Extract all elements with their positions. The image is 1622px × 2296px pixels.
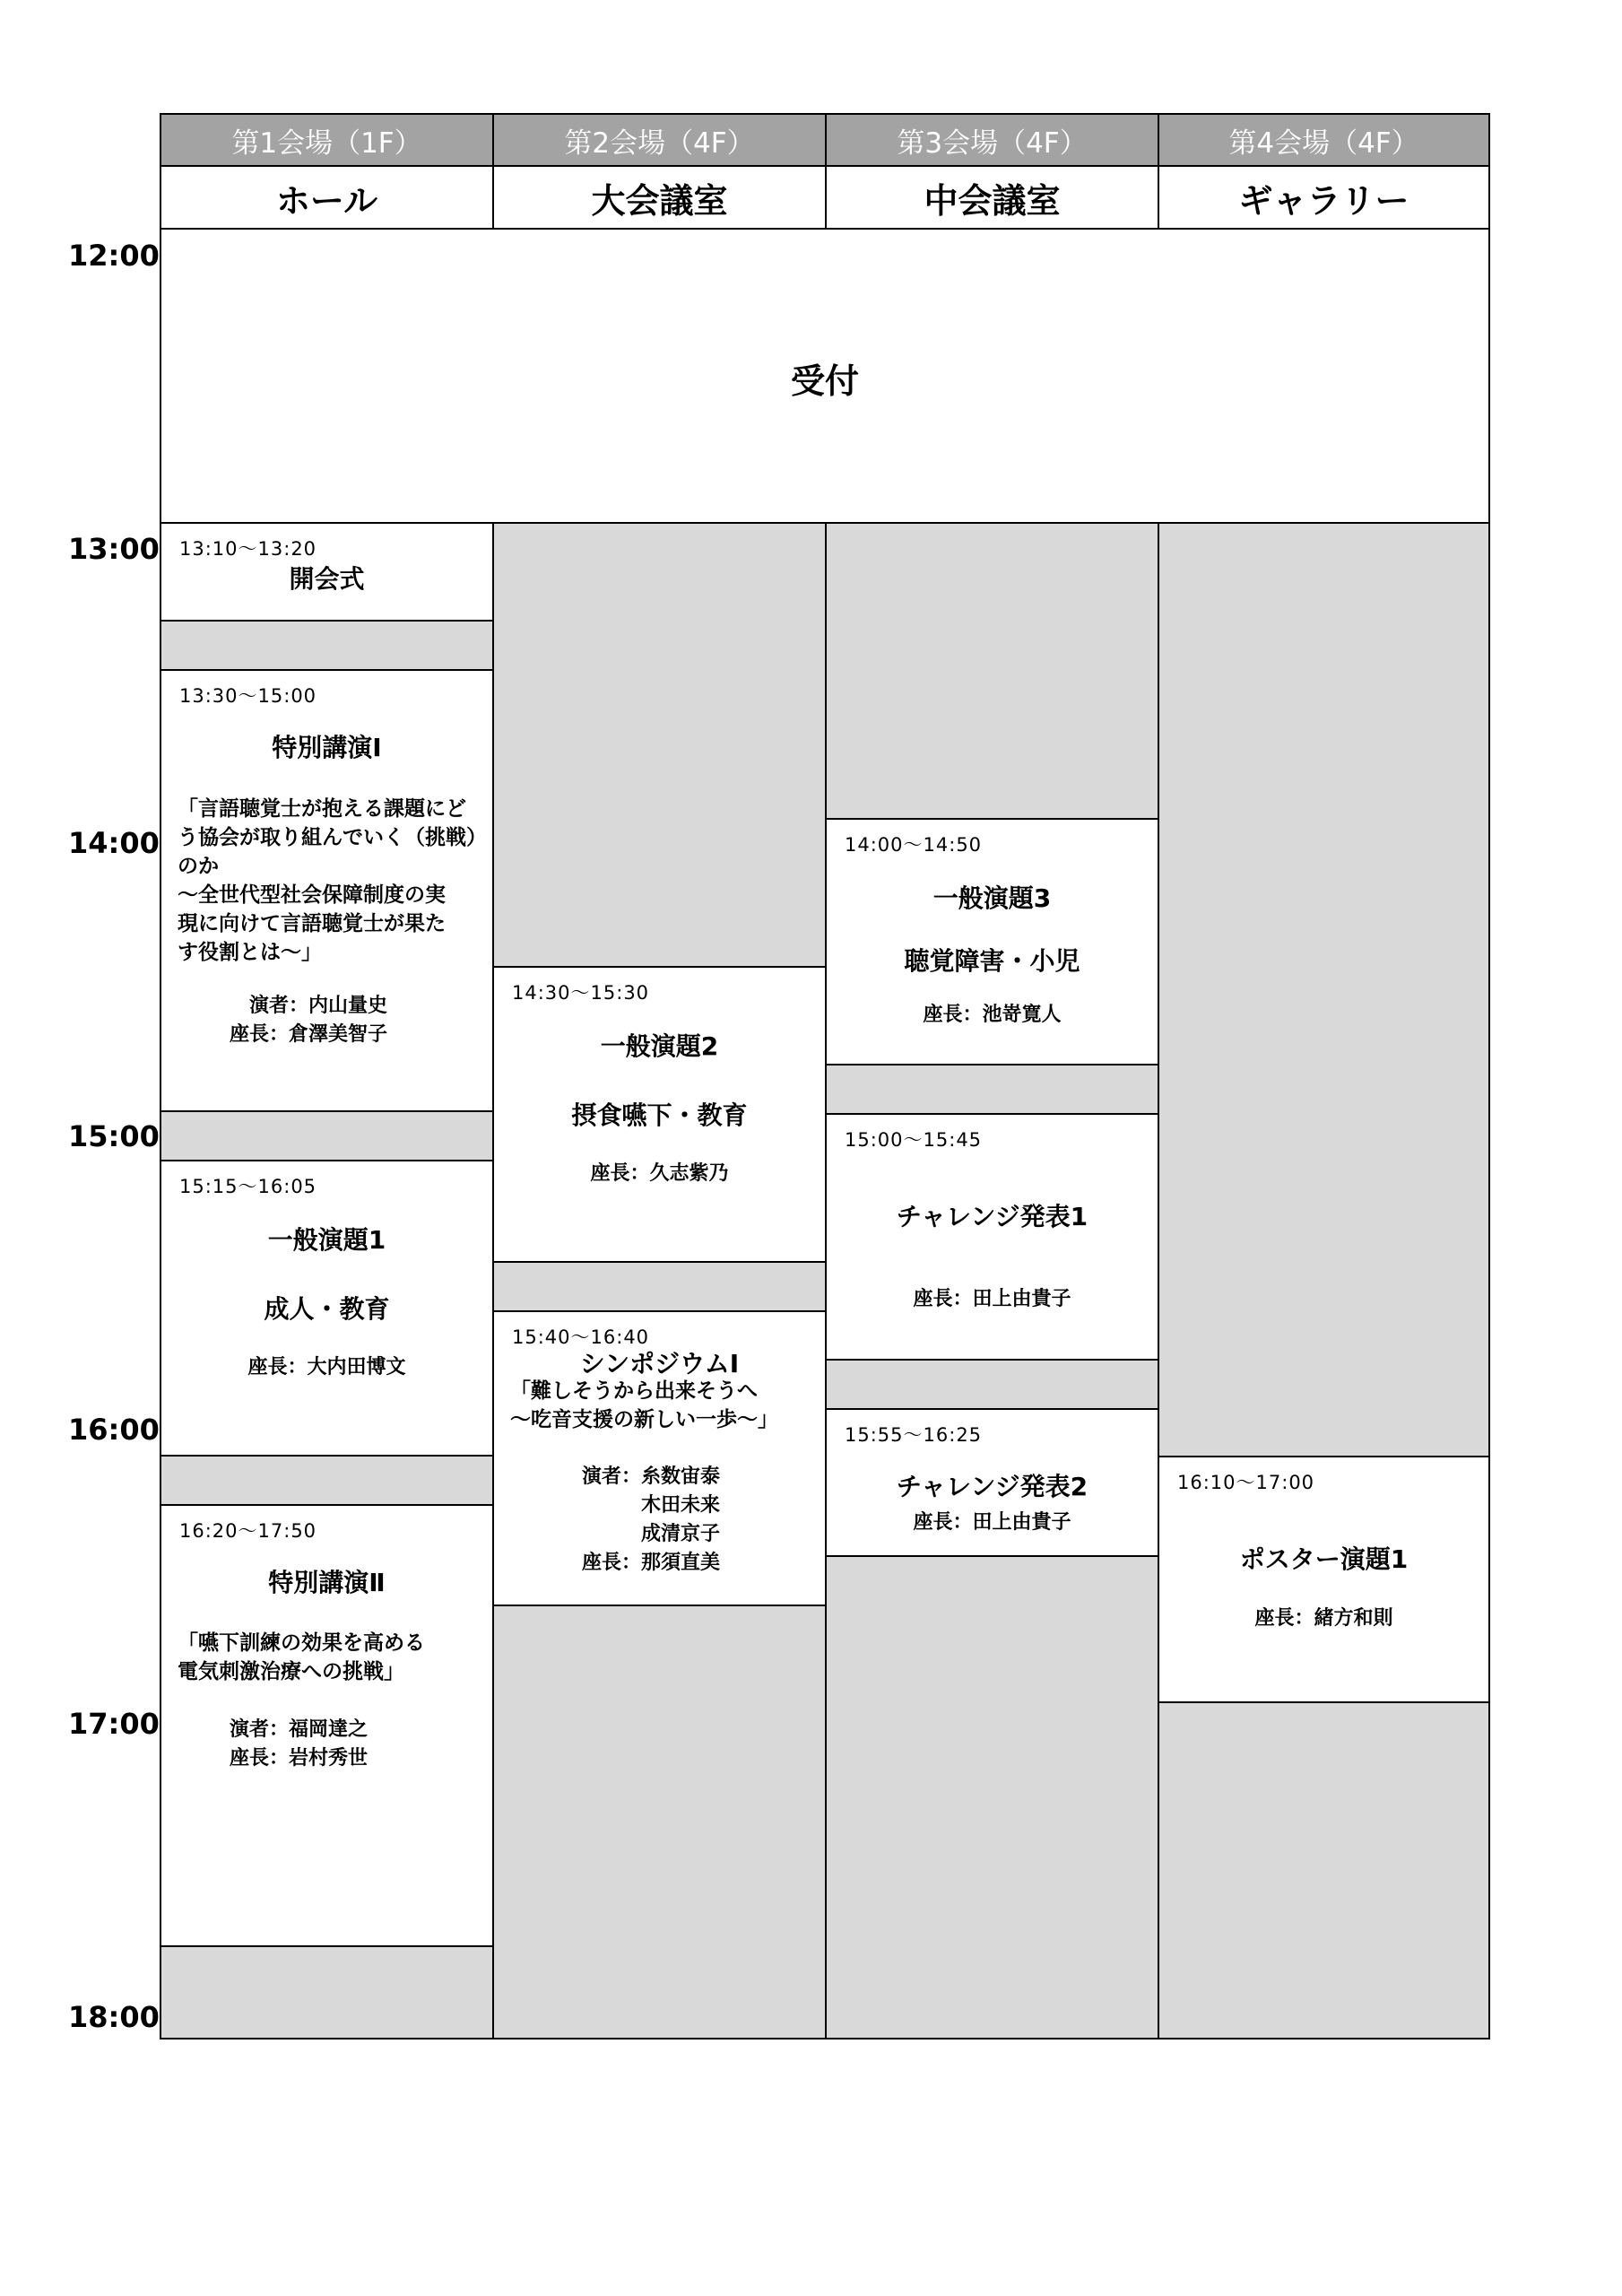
- speaker: 演者：福岡達之: [230, 1718, 369, 1741]
- session-time: 14:00〜14:50: [845, 834, 983, 856]
- session-description: [178, 795, 487, 967]
- break-block: [825, 1359, 1159, 1410]
- session-people: [230, 1716, 368, 1773]
- chair: 座長：大内田博文: [247, 1356, 406, 1378]
- session-general-3: [825, 818, 1159, 1065]
- session-time: 15:15〜16:05: [179, 1176, 317, 1197]
- break-block: [825, 1555, 1159, 2039]
- break-block: [492, 1261, 827, 1312]
- desc-line: 現に向けて言語聴覚士が果た: [178, 912, 446, 935]
- venue-room-3: 中会議室: [825, 165, 1159, 230]
- break-block: [1158, 522, 1490, 1457]
- session-time: 16:20〜17:50: [179, 1520, 317, 1542]
- session-title: チャレンジ発表2: [896, 1472, 1089, 1501]
- session-special-lecture-2: [160, 1504, 494, 1947]
- break-block: [492, 522, 827, 968]
- session-title: 特別講演Ⅱ: [268, 1568, 386, 1597]
- session-people: [582, 1463, 720, 1578]
- time-label-1700: 17:00: [68, 1707, 160, 1741]
- session-time: 15:40〜16:40: [512, 1326, 650, 1348]
- chair: 座長：倉澤美智子: [230, 1023, 388, 1046]
- session-opening: [160, 522, 494, 622]
- session-general-1: [160, 1160, 494, 1457]
- venue-floor-1: 第1会場（1F）: [160, 113, 494, 167]
- break-block: [492, 1605, 827, 2039]
- desc-line: す役割とは〜」: [178, 941, 322, 964]
- reception-label: 受付: [790, 361, 859, 401]
- speaker: 木田未来: [641, 1494, 721, 1517]
- session-general-2: [492, 966, 827, 1263]
- chair: 座長：岩村秀世: [230, 1747, 369, 1770]
- break-block: [1158, 1701, 1490, 2039]
- venue-room-4: ギャラリー: [1158, 165, 1490, 230]
- session-time: 15:55〜16:25: [845, 1424, 983, 1446]
- session-people: [230, 992, 387, 1049]
- venue-floor-2: 第2会場（4F）: [492, 113, 827, 167]
- desc-line: 「難しそうから出来そうへ: [510, 1379, 758, 1403]
- desc-line: 電気刺激治療への挑戦」: [178, 1660, 404, 1683]
- session-time: 14:30〜15:30: [512, 982, 650, 1004]
- session-special-lecture-1: [160, 669, 494, 1112]
- break-block: [160, 1455, 494, 1506]
- speaker: 成清京子: [641, 1523, 721, 1545]
- session-title: 特別講演Ⅰ: [272, 733, 382, 762]
- time-label-1200: 12:00: [68, 239, 160, 273]
- session-challenge-2: [825, 1408, 1159, 1557]
- desc-line: のか: [178, 855, 219, 878]
- session-subtitle: 摂食嚥下・教育: [571, 1100, 748, 1130]
- desc-line: 〜全世代型社会保障制度の実: [178, 883, 446, 907]
- session-time: 15:00〜15:45: [845, 1129, 983, 1151]
- chair: 座長：田上由貴子: [913, 1288, 1071, 1310]
- session-time: 16:10〜17:00: [1177, 1472, 1315, 1493]
- session-title: シンポジウムⅠ: [579, 1349, 740, 1378]
- session-subtitle: 聴覚障害・小児: [904, 946, 1080, 976]
- desc-line: う協会が取り組んでいく（挑戦）: [178, 826, 487, 849]
- desc-line: 〜吃音支援の新しい一歩〜」: [510, 1408, 778, 1431]
- session-description: [510, 1377, 816, 1434]
- chair: 座長：久志紫乃: [590, 1162, 729, 1185]
- break-block: [160, 1110, 494, 1161]
- chair: 座長：田上由貴子: [913, 1511, 1071, 1534]
- time-label-1600: 16:00: [68, 1413, 160, 1447]
- time-label-1400: 14:00: [68, 826, 160, 860]
- desc-line: 「嚥下訓練の効果を高める: [178, 1631, 425, 1655]
- chair: 座長：池嵜寛人: [923, 1004, 1062, 1026]
- venue-floor-4: 第4会場（4F）: [1158, 113, 1490, 167]
- time-label-1800: 18:00: [68, 2000, 160, 2034]
- speaker: 演者：糸数宙泰: [582, 1465, 721, 1488]
- session-title: 開会式: [289, 564, 365, 594]
- session-subtitle: 成人・教育: [264, 1294, 390, 1324]
- session-title: 一般演題3: [932, 883, 1052, 913]
- session-time: 13:30〜15:00: [179, 685, 317, 707]
- speaker: 演者：内山量史: [249, 995, 388, 1017]
- venue-room-1: ホール: [160, 165, 494, 230]
- reception-block: [160, 228, 1490, 524]
- schedule-table: [160, 113, 1490, 2039]
- venue-room-2: 大会議室: [492, 165, 827, 230]
- break-block: [825, 522, 1159, 820]
- session-title: 一般演題1: [267, 1225, 386, 1255]
- time-label-1500: 15:00: [68, 1119, 160, 1153]
- desc-line: 「言語聴覚士が抱える課題にど: [178, 797, 466, 821]
- session-time: 13:10〜13:20: [179, 538, 317, 560]
- session-challenge-1: [825, 1113, 1159, 1361]
- session-title: 一般演題2: [600, 1031, 719, 1061]
- chair: 座長：那須直美: [582, 1552, 721, 1574]
- break-block: [160, 620, 494, 671]
- time-label-1300: 13:00: [68, 532, 160, 566]
- chair: 座長：緒方和則: [1254, 1607, 1393, 1630]
- session-description: [178, 1629, 483, 1686]
- session-symposium-1: [492, 1310, 827, 1606]
- session-title: チャレンジ発表1: [896, 1202, 1089, 1231]
- break-block: [825, 1064, 1159, 1115]
- session-poster-1: [1158, 1456, 1490, 1703]
- venue-floor-3: 第3会場（4F）: [825, 113, 1159, 167]
- break-block: [160, 1945, 494, 2039]
- session-title: ポスター演題1: [1239, 1544, 1409, 1574]
